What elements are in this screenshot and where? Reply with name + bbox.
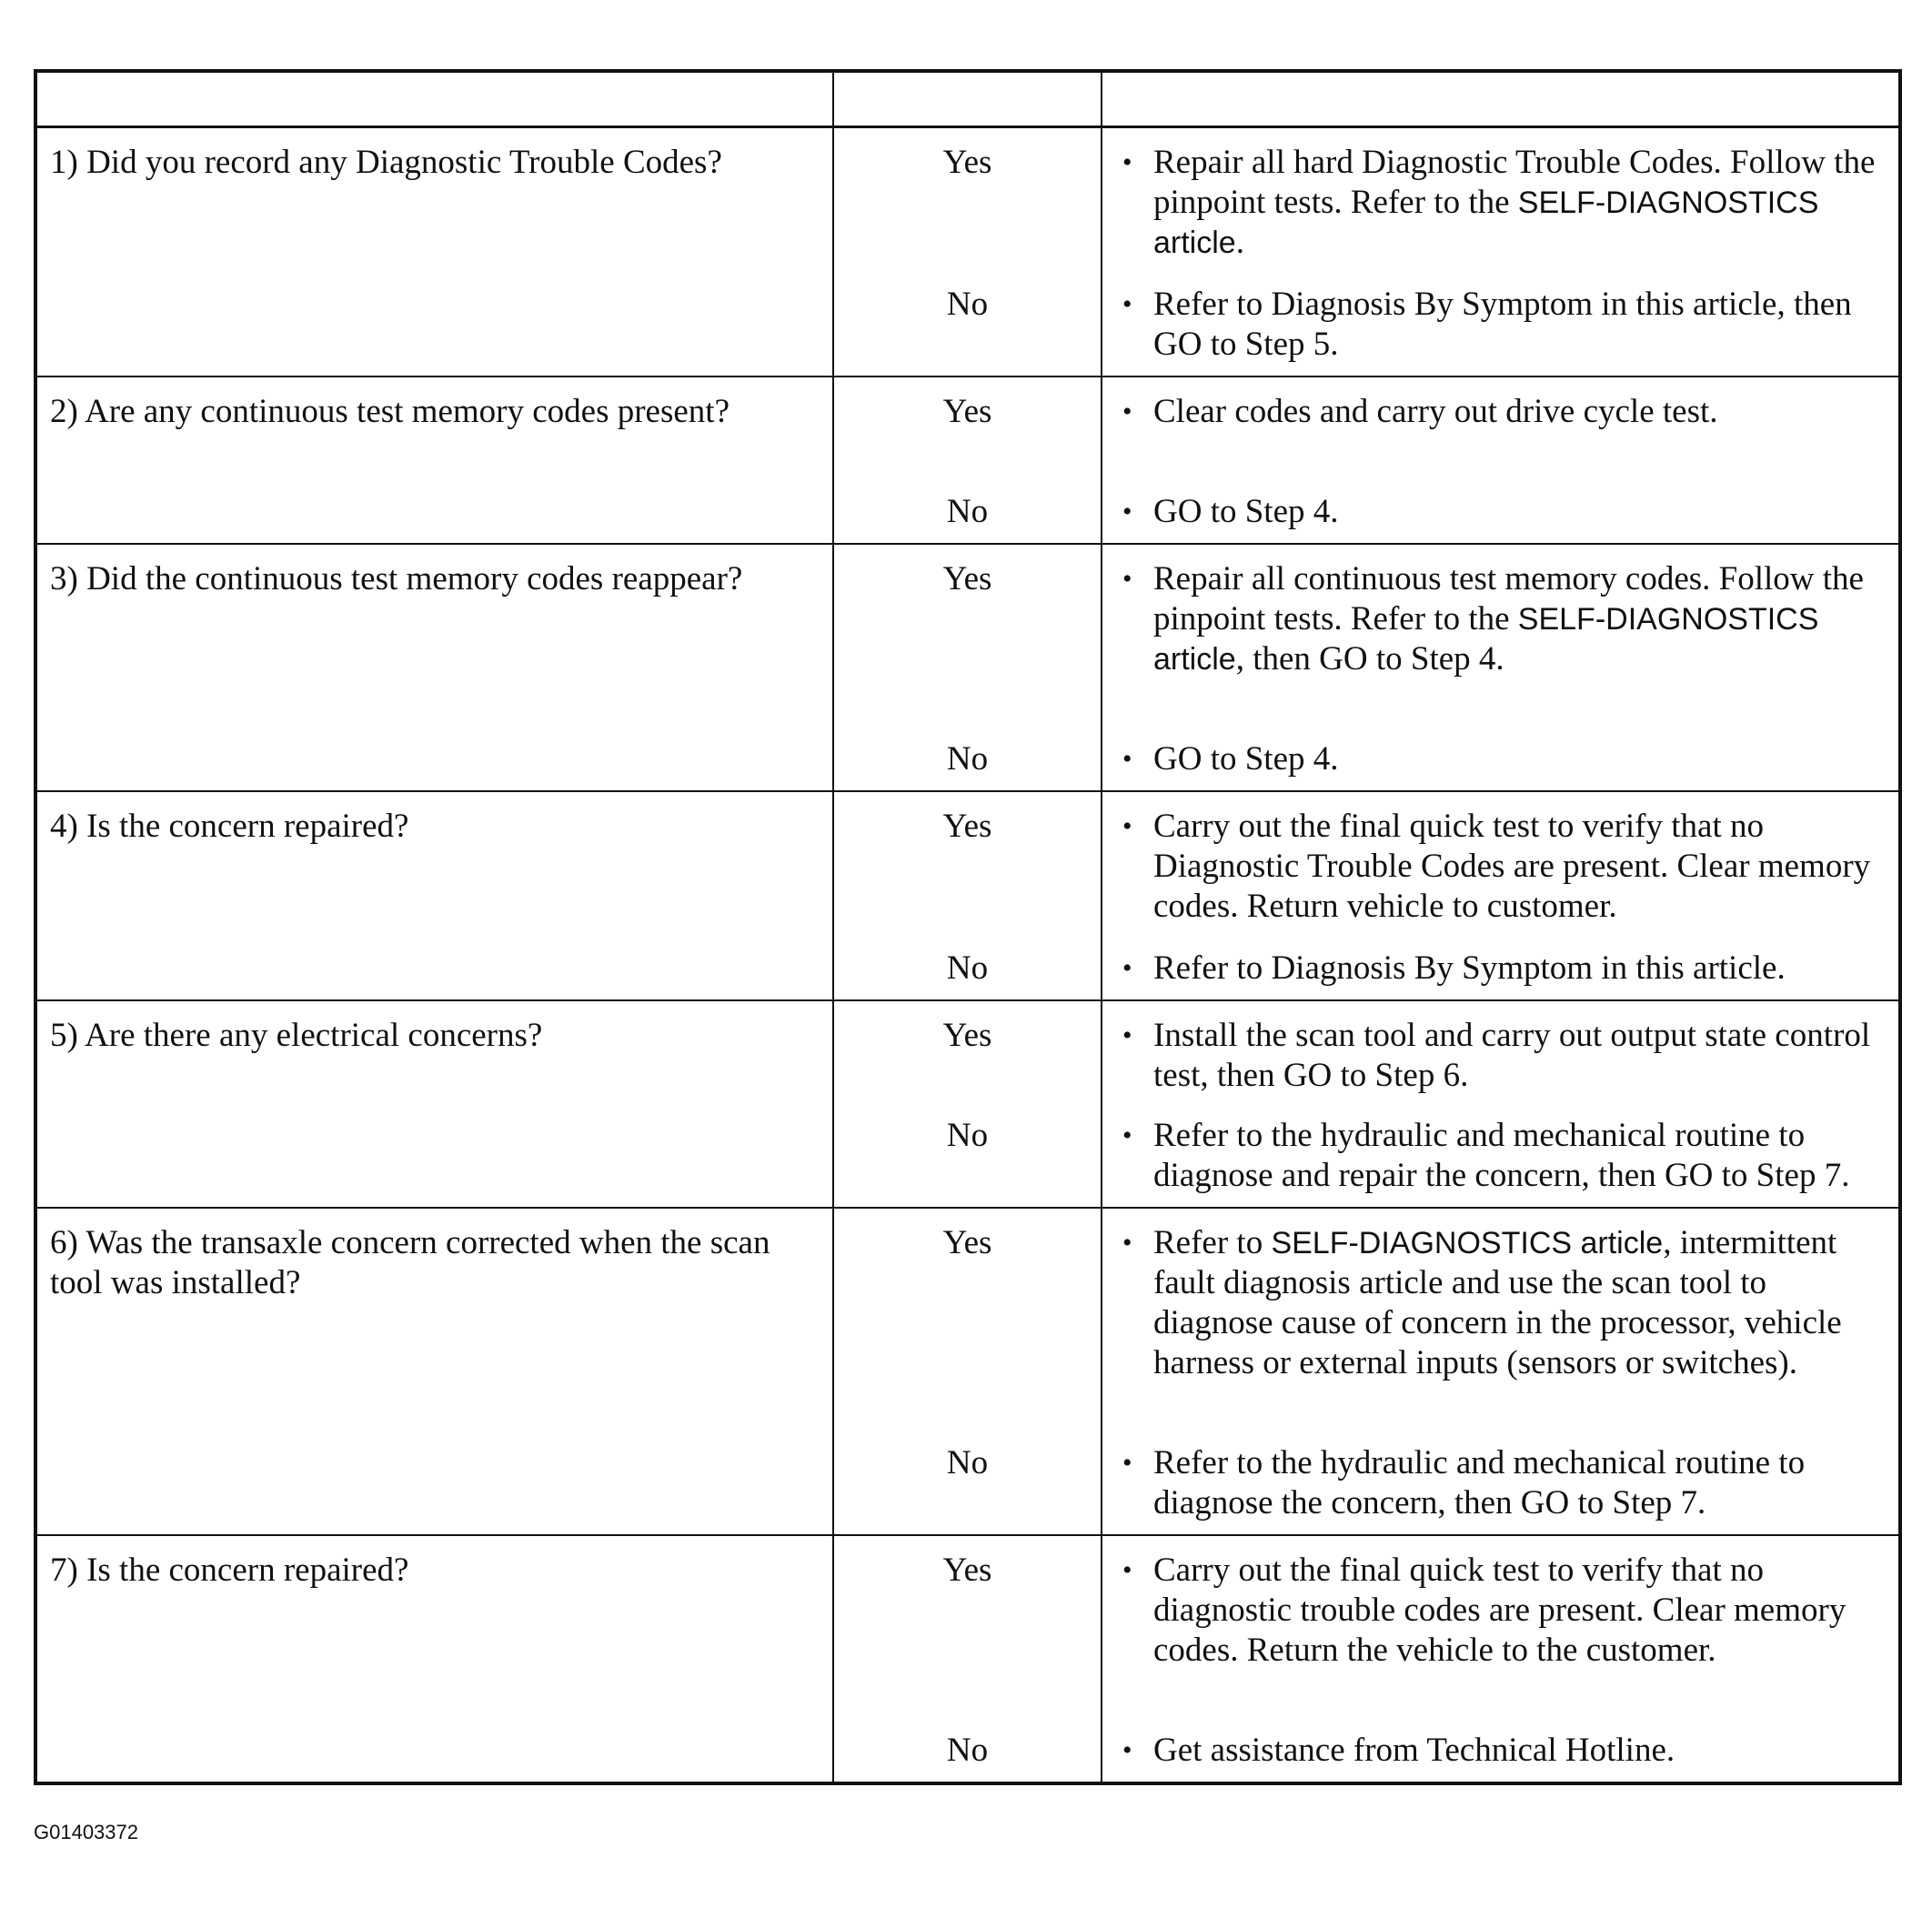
result-text: Repair all continuous test memory codes. Follow the pinpoint tests. Refer to the SELF-DIAGNOSTICS article, then GO to Step 4.	[1153, 560, 1864, 678]
answer-no: No	[946, 286, 989, 323]
result-item	[1102, 725, 1898, 790]
result-item	[1102, 1536, 1898, 1716]
result-item	[1102, 128, 1898, 270]
result-item	[1102, 1101, 1898, 1207]
answer-no: No	[946, 1444, 989, 1481]
answer-no: No	[946, 949, 989, 987]
question-cell: 4) Is the concern repaired?	[35, 791, 833, 1000]
result-text: GO to Step 4.	[1153, 493, 1339, 530]
answer-cell	[833, 1208, 1102, 1535]
bullet-icon: •	[1122, 1228, 1132, 1258]
result-item	[1102, 270, 1898, 376]
question-cell: 7) Is the concern repaired?	[35, 1535, 833, 1783]
result-item	[1102, 545, 1898, 725]
bullet-icon: •	[1122, 147, 1132, 177]
table-row	[35, 127, 1900, 377]
result-cell	[1102, 544, 1900, 791]
bullet-icon: •	[1122, 744, 1132, 774]
answer-cell	[833, 791, 1102, 1000]
result-item	[1102, 1429, 1898, 1534]
answer-cell	[833, 1000, 1102, 1208]
bullet-icon: •	[1122, 397, 1132, 427]
answer-no: No	[946, 740, 989, 778]
result-item	[1102, 934, 1898, 999]
question-cell: 2) Are any continuous test memory codes present?	[35, 377, 833, 544]
bullet-icon: •	[1122, 811, 1132, 841]
answer-no: No	[946, 493, 989, 530]
result-text: Repair all hard Diagnostic Trouble Codes. Follow the pinpoint tests. Refer to the SELF-DIAGNOSTICS article.	[1153, 144, 1876, 261]
answer-yes: Yes	[942, 1017, 992, 1054]
question-cell: 1) Did you record any Diagnostic Trouble Codes?	[35, 127, 833, 377]
result-item	[1102, 792, 1898, 934]
result-cell	[1102, 791, 1900, 1000]
result-cell	[1102, 377, 1900, 544]
question-cell: 5) Are there any electrical concerns?	[35, 1000, 833, 1208]
bullet-icon: •	[1122, 1555, 1132, 1585]
result-cell	[1102, 1208, 1900, 1535]
result-item	[1102, 477, 1898, 543]
answer-yes: Yes	[942, 1552, 992, 1589]
bullet-icon: •	[1122, 564, 1132, 594]
article-reference: SELF-DIAGNOSTICS article	[1271, 1226, 1664, 1260]
result-text: Refer to the hydraulic and mechanical routine to diagnose and repair the concern, then GO to Step 7.	[1153, 1117, 1850, 1194]
answer-no: No	[946, 1117, 989, 1154]
header-cell-test-step	[35, 71, 833, 127]
result-text: Refer to Diagnosis By Symptom in this article, then GO to Step 5.	[1153, 286, 1852, 363]
header-cell-action	[1102, 71, 1900, 127]
answer-yes: Yes	[942, 560, 992, 598]
result-text: Clear codes and carry out drive cycle test.	[1153, 393, 1718, 430]
result-item	[1102, 1716, 1898, 1782]
bullet-icon: •	[1122, 497, 1132, 527]
bullet-icon: •	[1122, 1735, 1132, 1765]
bullet-icon: •	[1122, 1020, 1132, 1050]
table-row	[35, 377, 1900, 544]
result-text: Refer to SELF-DIAGNOSTICS article, intermittent fault diagnosis article and use the scan tool to diagnose cause of concern in the processor, vehicle harness or external inputs (sensors or switches).	[1153, 1224, 1842, 1381]
question-cell: 6) Was the transaxle concern corrected when the scan tool was installed?	[35, 1208, 833, 1535]
article-reference: SELF-DIAGNOSTICS article	[1153, 602, 1819, 677]
result-item	[1102, 1209, 1898, 1429]
article-reference: SELF-DIAGNOSTICS article	[1153, 186, 1819, 260]
result-cell	[1102, 1000, 1900, 1208]
answer-yes: Yes	[942, 393, 992, 430]
figure-id: G01403372	[34, 1821, 138, 1843]
result-text: Refer to the hydraulic and mechanical routine to diagnose the concern, then GO to Step 7.	[1153, 1444, 1806, 1521]
result-text: Carry out the final quick test to verify that no Diagnostic Trouble Codes are present. Clear memory codes. Return vehicle to customer.	[1153, 808, 1871, 925]
result-text: Carry out the final quick test to verify that no diagnostic trouble codes are present. Clear memory codes. Return the vehicle to the customer.	[1153, 1552, 1846, 1669]
result-text: Refer to Diagnosis By Symptom in this article.	[1153, 949, 1786, 987]
result-text: GO to Step 4.	[1153, 740, 1339, 778]
result-cell	[1102, 1535, 1900, 1783]
bullet-icon: •	[1122, 953, 1132, 983]
answer-yes: Yes	[942, 808, 992, 845]
result-item	[1102, 1001, 1898, 1101]
table-row	[35, 1535, 1900, 1783]
header-row	[35, 71, 1900, 127]
result-text: Install the scan tool and carry out output state control test, then GO to Step 6.	[1153, 1017, 1871, 1094]
table-row	[35, 791, 1900, 1000]
bullet-icon: •	[1122, 1120, 1132, 1150]
table-row	[35, 544, 1900, 791]
result-cell	[1102, 127, 1900, 377]
answer-no: No	[946, 1732, 989, 1769]
diagnostic-table	[34, 69, 1902, 1785]
table-row	[35, 1208, 1900, 1535]
result-text: Get assistance from Technical Hotline.	[1153, 1732, 1675, 1769]
answer-yes: Yes	[942, 144, 992, 181]
question-cell: 3) Did the continuous test memory codes reappear?	[35, 544, 833, 791]
bullet-icon: •	[1122, 1448, 1132, 1478]
answer-cell	[833, 377, 1102, 544]
table-row	[35, 1000, 1900, 1208]
answer-cell	[833, 1535, 1102, 1783]
result-item	[1102, 377, 1898, 477]
answer-cell	[833, 544, 1102, 791]
bullet-icon: •	[1122, 289, 1132, 319]
header-cell-answer	[833, 71, 1102, 127]
answer-yes: Yes	[942, 1224, 992, 1261]
answer-cell	[833, 127, 1102, 377]
